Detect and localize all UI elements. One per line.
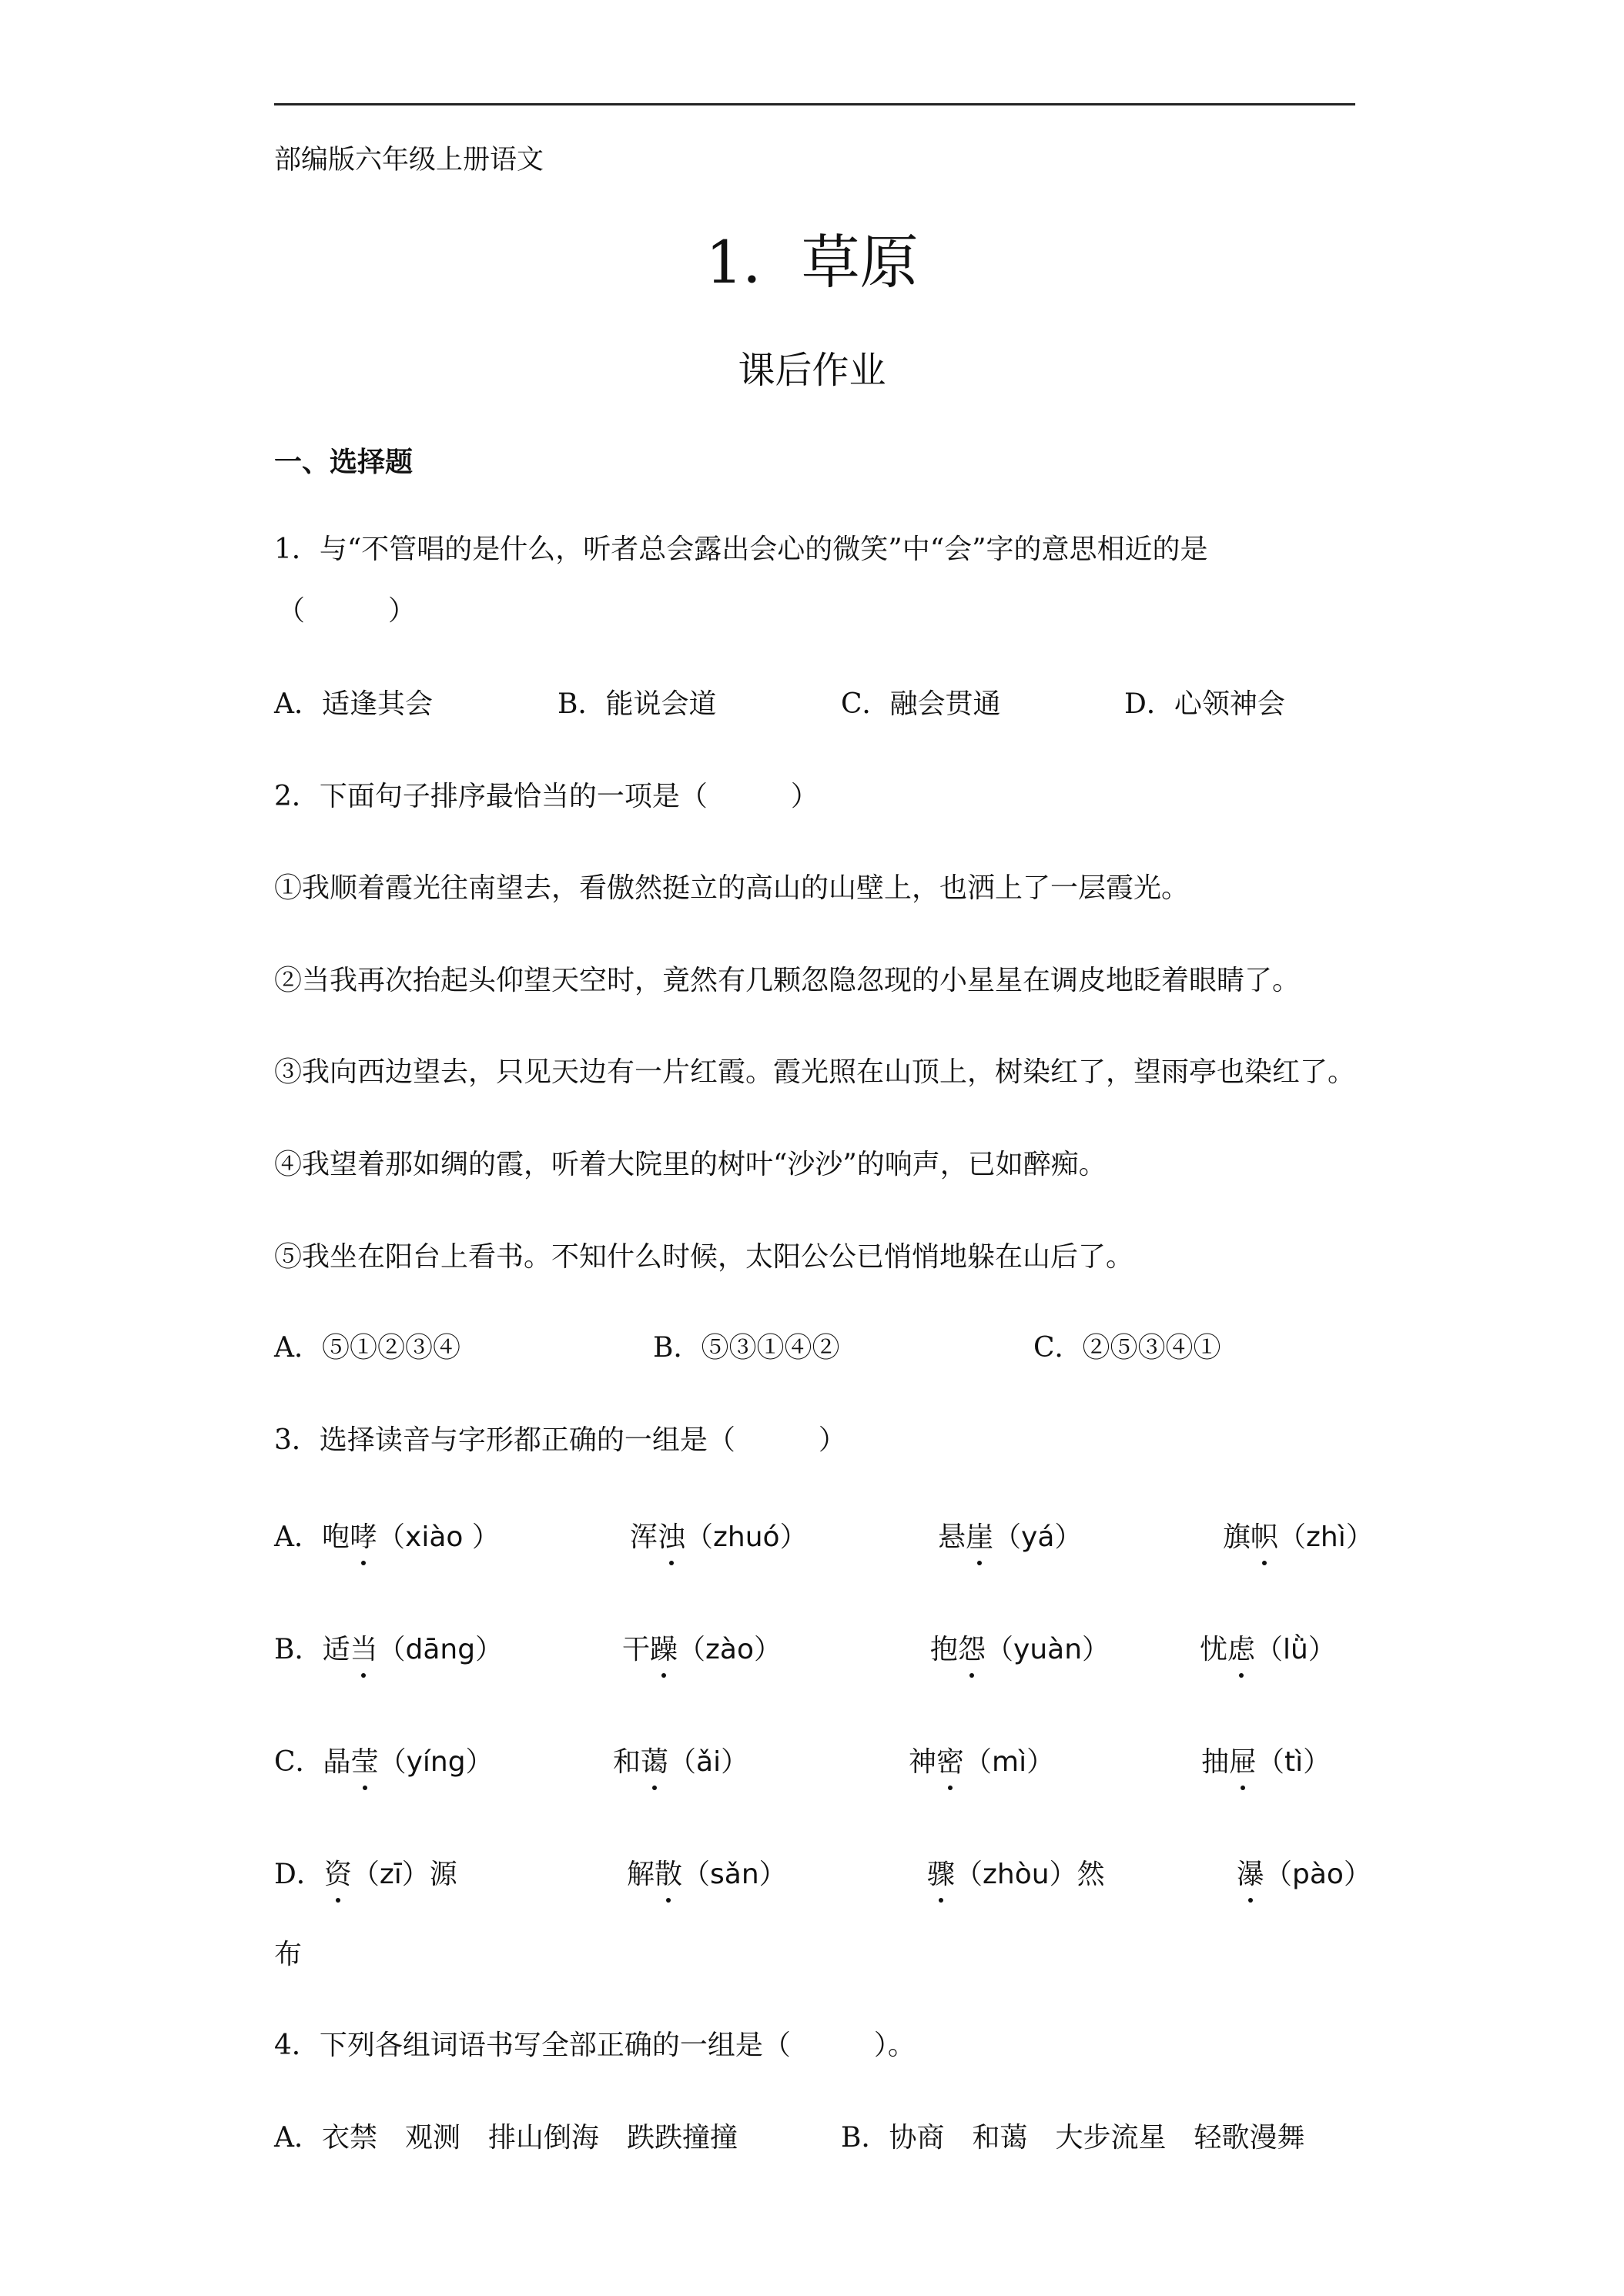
q3-c2-pinyin: （ǎi） [668, 1746, 749, 1778]
q3-b3-pre: 抱 [930, 1634, 959, 1665]
q3-d3-pinyin: （zhòu） [955, 1859, 1077, 1890]
q2-option-c: C．②⑤③④① [1033, 1332, 1221, 1364]
q3-d3-post: 然 [1077, 1859, 1105, 1890]
q3-option-c-item-4 [1201, 1740, 1331, 1779]
q3-b1-dotted-char: 当 [350, 1628, 377, 1667]
q3-b3-dotted-char: 怨 [958, 1628, 986, 1667]
q3-a4-pre: 旗 [1223, 1521, 1251, 1553]
q3-c3-pinyin: （mì） [964, 1746, 1055, 1778]
page-subtitle: 课后作业 [738, 349, 886, 392]
q3-b3-pinyin: （yuàn） [986, 1634, 1110, 1665]
q3-option-a-item-3 [938, 1515, 1082, 1555]
q3-c4-dotted-char: 屉 [1229, 1740, 1257, 1779]
q3-option-d-item-4 [1237, 1853, 1371, 1892]
header-rule [274, 103, 1355, 105]
q3-stem: 3．选择读音与字形都正确的一组是（ ） [274, 1424, 846, 1456]
q3-option-b-item-3 [930, 1628, 1110, 1667]
q3-c3-dotted-char: 密 [936, 1740, 964, 1779]
q3-a2-pinyin: （zhuó） [685, 1521, 808, 1553]
q3-option-c-label: C． [274, 1746, 323, 1778]
q3-a3-dotted-char: 崖 [966, 1515, 993, 1555]
q3-d4-dotted-char: 瀑 [1237, 1853, 1264, 1892]
q2-sentence-5: ⑤我坐在阳台上看书。不知什么时候，太阳公公已悄悄地躲在山后了。 [274, 1241, 1134, 1273]
q2-sentence-4: ④我望着那如绸的霞，听着大院里的树叶“沙沙”的响声，已如醉痴。 [274, 1149, 1107, 1180]
q1-option-c: C．融会贯通 [841, 688, 1001, 720]
q1-option-d: D．心领神会 [1124, 688, 1285, 720]
q3-a3-pre: 悬 [938, 1521, 966, 1553]
q3-option-b-item-4 [1200, 1628, 1336, 1667]
q3-b4-pre: 忧 [1200, 1634, 1228, 1665]
q3-option-a-item-2 [630, 1515, 808, 1555]
q3-option-d-label: D． [274, 1859, 324, 1890]
q3-c4-pre: 抽 [1201, 1746, 1230, 1778]
q3-d3-dotted-char: 骤 [927, 1853, 955, 1892]
q3-c2-pre: 和 [613, 1746, 641, 1778]
q2-option-a: A．⑤①②③④ [274, 1332, 460, 1364]
q3-c1-dotted-char: 莹 [351, 1740, 379, 1779]
q3-option-c-item-2 [613, 1740, 748, 1779]
q3-option-a-label: A． [274, 1521, 322, 1553]
q1-blank: （ ） [277, 595, 417, 627]
q3-d1-post: 源 [429, 1859, 457, 1890]
q4-stem: 4．下列各组词语书写全部正确的一组是（ ）。 [274, 2030, 916, 2061]
q4-option-b: B．协商 和蔼 大步流星 轻歌漫舞 [841, 2122, 1305, 2154]
q3-b1-pinyin: （dāng） [377, 1634, 504, 1665]
q3-option-a [274, 1515, 500, 1555]
q3-c1-pinyin: （yíng） [378, 1746, 494, 1778]
q3-option-c-item-3 [909, 1740, 1054, 1779]
q2-sentence-2: ②当我再次抬起头仰望天空时，竟然有几颗忽隐忽现的小星星在调皮地眨着眼睛了。 [274, 965, 1301, 996]
q3-option-d-item-3 [927, 1853, 1105, 1892]
q2-stem: 2．下面句子排序最恰当的一项是（ ） [274, 781, 819, 812]
q3-c3-pre: 神 [909, 1746, 937, 1778]
q1-option-a: A．适逢其会 [274, 688, 433, 720]
q3-d2-dotted-char: 散 [655, 1853, 682, 1892]
q4-option-a: A．衣禁 观测 排山倒海 跌跌撞撞 [274, 2122, 738, 2154]
q3-c1-pre: 晶 [323, 1746, 351, 1778]
q3-a1-pre: 咆 [322, 1521, 350, 1553]
q3-d4-pinyin: （pào） [1264, 1859, 1371, 1890]
q3-a3-pinyin: （yá） [993, 1521, 1083, 1553]
q2-option-b: B．⑤③①④② [653, 1332, 840, 1364]
section-heading: 一、选择题 [274, 446, 414, 478]
page-title: 1．草原 [705, 228, 919, 296]
q3-b2-pre: 干 [622, 1634, 651, 1665]
q3-option-b [274, 1628, 503, 1667]
q3-b1-pre: 适 [322, 1634, 350, 1665]
q3-d2-pinyin: （sǎn） [682, 1859, 787, 1890]
q2-sentence-1: ①我顺着霞光往南望去，看傲然挺立的高山的山壁上，也洒上了一层霞光。 [274, 872, 1190, 904]
q3-option-d-item-2 [627, 1853, 787, 1892]
q3-c4-pinyin: （tì） [1257, 1746, 1331, 1778]
q3-option-a-item-4 [1223, 1515, 1374, 1555]
q3-c2-dotted-char: 蔼 [641, 1740, 668, 1779]
q3-a2-pre: 浑 [630, 1521, 658, 1553]
q3-b2-dotted-char: 躁 [650, 1628, 678, 1667]
q3-b2-pinyin: （zào） [678, 1634, 782, 1665]
q3-d1-dotted-char: 资 [324, 1853, 352, 1892]
q3-option-c [274, 1740, 494, 1779]
q3-b4-pinyin: （lǜ） [1255, 1634, 1336, 1665]
q3-a4-dotted-char: 帜 [1251, 1515, 1278, 1555]
q3-a4-pinyin: （zhì） [1278, 1521, 1374, 1553]
q3-option-b-label: B． [274, 1634, 323, 1665]
q3-a1-pinyin: （xiào ） [377, 1521, 500, 1553]
q3-a1-dotted-char: 哮 [350, 1515, 377, 1555]
q3-option-d-wrap: 布 [274, 1939, 303, 1970]
q2-sentence-3: ③我向西边望去，只见天边有一片红霞。霞光照在山顶上，树染红了，望雨亭也染红了。 [274, 1056, 1356, 1088]
q3-option-b-item-2 [622, 1628, 782, 1667]
q1-stem: 1．与“不管唱的是什么，听者总会露出会心的微笑”中“会”字的意思相近的是 [274, 534, 1208, 565]
q3-b4-dotted-char: 虑 [1227, 1628, 1255, 1667]
q3-a2-dotted-char: 浊 [658, 1515, 685, 1555]
q3-d1-pinyin: （zī） [351, 1859, 430, 1890]
q1-option-b: B．能说会道 [558, 688, 717, 720]
q3-option-d [274, 1853, 457, 1892]
document-header: 部编版六年级上册语文 [274, 145, 544, 176]
q3-d2-pre: 解 [627, 1859, 655, 1890]
